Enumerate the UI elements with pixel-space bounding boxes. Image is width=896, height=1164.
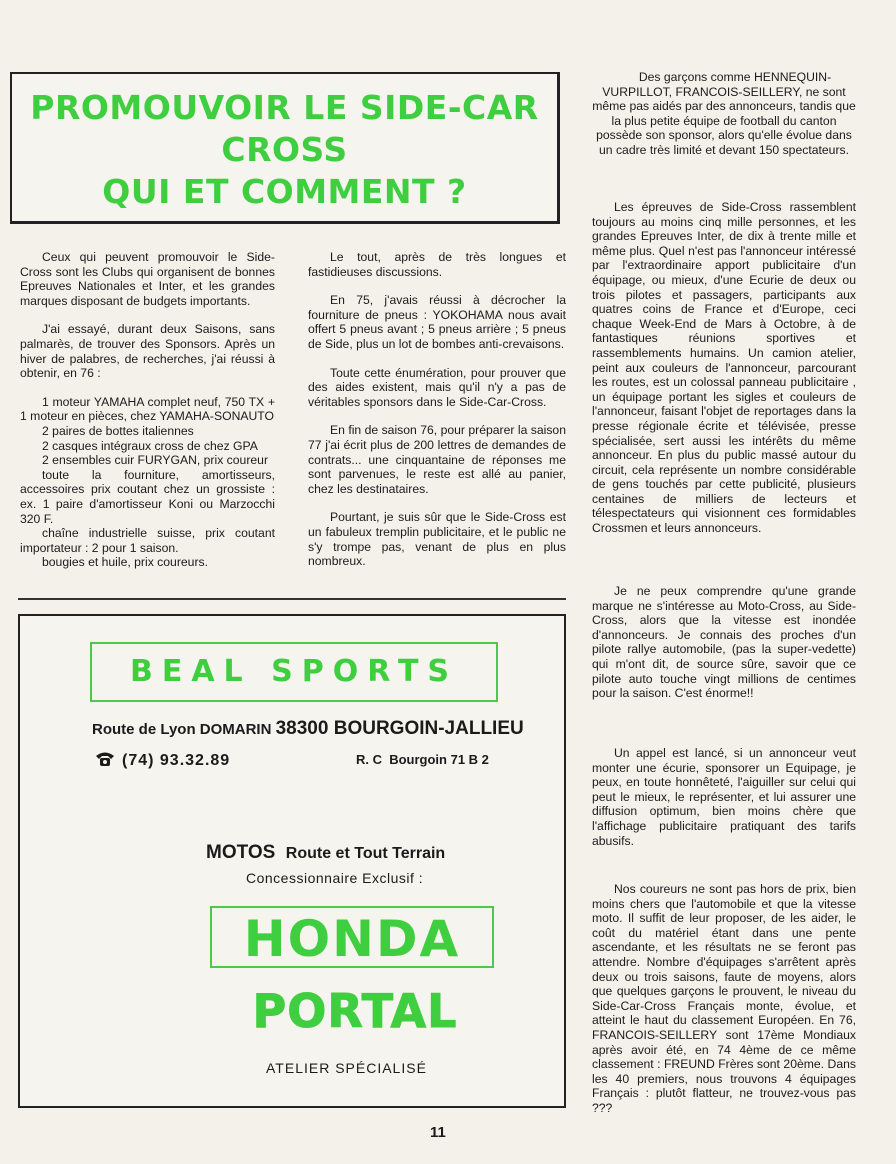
title-line-2: CROSS — [221, 130, 348, 169]
phone-number: (74) 93.32.89 — [122, 752, 231, 769]
col1-list-item-6: chaîne industrielle suisse, prix coutant importateur : 2 pour 1 saison. — [20, 526, 275, 555]
col3-paragraph-2: Les épreuves de Side-Cross rassemblent toujours au moins cinq mille personnes, et les grandes Epreuves Inter, de dix à trente mille et même plus. Quel n'est pas l'annonceur intéressé par l'extraordinaire apport publicitaire d'un équipage, ou mieux, d'une Ecurie de deux ou trois pilotes et passagers, participants aux quatres coins de France et d'Europe, ceci chaque Week-End de Mars à Octobre, à de fantastiques réunions sportives et rassemblements humains. Un camion atelier, peint aux couleurs de l'annonceur, parcourant les routes, est un colossal panneau publicitaire , un équipage portant les sigles et couleurs de l'annonceur, faisant l'objet de reportages dans la presse régionale écrite et télévisée, presse spécialisée, sert aussi les intérêts du même annonceur. En plus du public massé autour du circuit, cela représente un nombre considérable de gens touchés par cette publicité, plusieurs centaines de milliers de lecteurs et télespectateurs qui visionnent ces formidables Crossmen et leurs annonceurs. — [592, 200, 856, 536]
honda-logo: HONDA — [243, 910, 461, 968]
advertisement-box — [18, 614, 566, 1108]
col1-list-item-7: bougies et huile, prix coureurs. — [42, 555, 208, 570]
col1-list-item-4: 2 ensembles cuir FURYGAN, prix coureur — [42, 453, 268, 468]
motos-subtitle: Route et Tout Terrain — [285, 845, 446, 862]
col1-list-item-3: 2 casques intégraux cross de chez GPA — [42, 438, 258, 453]
col1-list-item-2: 2 paires de bottes italiennes — [42, 423, 194, 438]
honda-frame — [210, 906, 494, 968]
page-number: 11 — [430, 1124, 446, 1141]
concession-label: Concessionnaire Exclusif : — [246, 870, 424, 886]
title-box — [10, 72, 560, 224]
title-line-1: PROMOUVOIR LE SIDE-CAR — [30, 88, 539, 127]
col2-paragraph-3: Toute cette énumération, pour prouver que des aides existent, mais qu'il n'y a pas de véritables sponsors dans le Side-Car-Cross. — [308, 365, 566, 409]
col2-paragraph-1: Le tout, après de très longues et fastidieuses discussions. — [308, 250, 566, 279]
address-city: 38300 BOURGOIN-JALLIEU — [275, 718, 524, 739]
telephone-icon — [94, 750, 116, 773]
motos-line — [206, 842, 445, 864]
column-3c — [592, 584, 856, 701]
col1-list-item-1: 1 moteur YAMAHA complet neuf, 750 TX + 1 moteur en pièces, chez YAMAHA-SONAUTO — [20, 394, 275, 424]
col3-paragraph-4: Un appel est lancé, si un annonceur veut monter une écurie, sponsorer un Equipage, je peux, en toute honnêteté, l'aiguiller sur celui qui peut le mieux, le représenter, et lui assurer une diffusion optimum, bien moins chère que l'affichage publicitaire pratiquant des tarifs abusifs. — [592, 746, 856, 848]
col1-list-item-5: toute la fourniture, amortisseurs, accessoires prix coutant chez un grossiste : ex. 1 paire d'amortisseur Koni ou Marzocchi 320 F. — [20, 467, 275, 526]
column-3d — [592, 746, 856, 848]
title-line-3: QUI ET COMMENT ? — [102, 172, 467, 211]
separator-rule — [18, 598, 566, 600]
col3-paragraph-5: Nos coureurs ne sont pas hors de prix, bien moins chers que l'automobile et que la vitesse moto. Il suffit de leur proposer, de les aider, le coût du matériel étant dans une pente ascendante, et les résultats ne se feront pas attendre. Nombre d'équipages s'arrêtent après deux ou trois saisons, faute de moyens, alors que quelques garçons le prouvent, le niveau du Side-Car-Cross Français monte, évolue, et atteint le haut du classement Européen. En 76, FRANCOIS-SEILLERY sont 17ème Mondiaux après avoir été, en 74 4ème de ce même classement : FREUND Frères sont 20ème. Dans les 40 premiers, nous trouvons 4 équipages Français : plutôt flatteur, ne trouvez-vous pas ??? — [592, 882, 856, 1115]
col1-paragraph-1: Ceux qui peuvent promouvoir le Side-Cross sont les Clubs qui organisent de bonnes Epreuves Nationales et Inter, et les grandes marques disposant de budgets importants. — [20, 250, 275, 308]
column-3 — [592, 70, 856, 158]
portal-logo: PORTAL — [252, 984, 458, 1038]
address-line — [92, 718, 524, 740]
phone-line — [94, 750, 230, 773]
column-2 — [308, 250, 566, 569]
col2-paragraph-4: En fin de saison 76, pour préparer la saison 77 j'ai écrit plus de 200 lettres de demandes de contrats... une cinquantaine de réponses me sont parvenues, le reste est allé au panier, chez les destinataires. — [308, 423, 566, 496]
column-3b — [592, 200, 856, 536]
col1-paragraph-2: J'ai essayé, durant deux Saisons, sans palmarès, de trouver des Sponsors. Après un hiver de palabres, de recherches, j'ai réussi à obtenir, en 76 : — [20, 322, 275, 381]
col2-paragraph-2: En 75, j'avais réussi à décrocher la fourniture de pneus : YOKOHAMA nous avait offert 5 pneus avant ; 5 pneus arrière ; 5 pneus de Side, plus un lot de bombes anti-crevaisons. — [308, 293, 566, 351]
address-prefix: Route de Lyon DOMARIN — [92, 721, 272, 738]
motos-label: MOTOS — [206, 842, 276, 863]
col3-paragraph-3: Je ne peux comprendre qu'une grande marque ne s'intéresse au Moto-Cross, au Side-Cross, alors que la vitesse est inondée d'annonceurs. Je connais des proches d'un pilote rallye automobile, (pas la super-vedette) qui m'ont dit, de source sûre, savoir que ce pilote auto touche vingt millions de centimes pour la saison. C'est énorme!! — [592, 584, 856, 701]
column-1 — [20, 250, 275, 570]
brand-frame — [90, 642, 498, 702]
col3-paragraph-1: Des garçons comme HENNEQUIN-VURPILLOT, FRANCOIS-SEILLERY, ne sont même pas aidés par des annonceurs, tandis que la plus petite équipe de football du canton possède son sponsor, alors qu'elle évolue dans un cadre très limité et devant 150 spectateurs. — [592, 70, 856, 157]
atelier-label: ATELIER SPÉCIALISÉ — [266, 1060, 427, 1076]
registration-number: R. C Bourgoin 71 B 2 — [356, 752, 489, 767]
brand-name: BEAL SPORTS — [129, 654, 459, 689]
col2-paragraph-5: Pourtant, je suis sûr que le Side-Cross est un fabuleux tremplin publicitaire, et le public ne s'y trompe pas, venant de plus en plus nombreux. — [308, 510, 566, 569]
column-3e — [592, 882, 856, 1116]
